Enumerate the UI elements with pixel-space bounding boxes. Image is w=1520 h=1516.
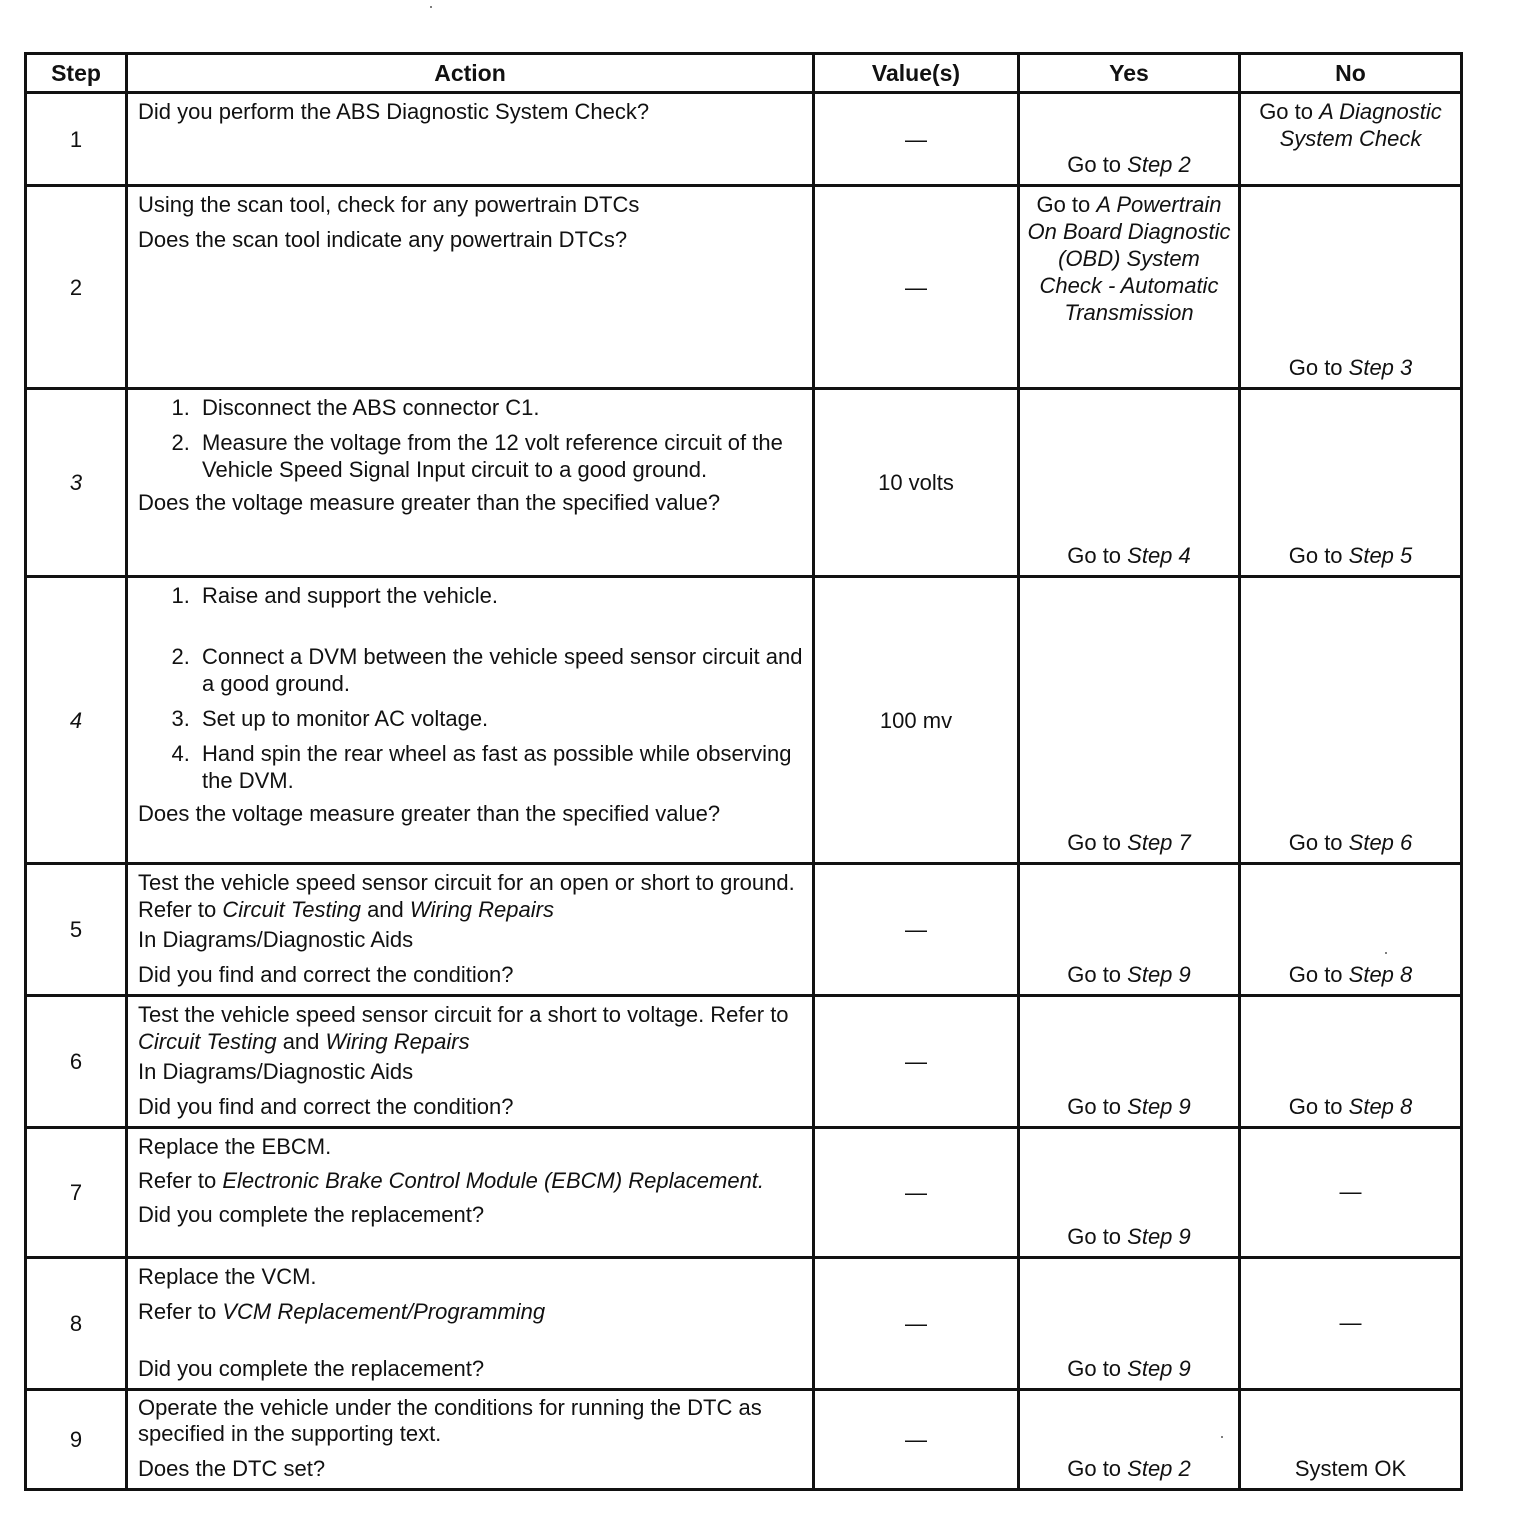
step-number: 7 — [26, 1128, 127, 1258]
ebcm-replacement-link[interactable]: Electronic Brake Control Module (EBCM) Replacement. — [222, 1168, 765, 1193]
action-cell — [127, 1128, 814, 1258]
yes-prefix: Go to — [1067, 830, 1128, 855]
col-header-yes: Yes — [1019, 54, 1240, 93]
col-header-values: Value(s) — [814, 54, 1019, 93]
yes-cell — [1019, 186, 1240, 389]
no-cell — [1240, 996, 1462, 1128]
yes-prefix: Go to — [1067, 962, 1128, 987]
action-text: Using the scan tool, check for any powertrain DTCs — [138, 192, 640, 217]
action-question: Does the scan tool indicate any powertrain DTCs? — [138, 227, 628, 252]
action-conjunction: and — [360, 897, 410, 922]
action-text: In Diagrams/Diagnostic Aids — [138, 1059, 414, 1084]
no-cell: System OK — [1240, 1390, 1462, 1490]
no-link[interactable]: Step 3 — [1348, 355, 1413, 380]
yes-cell — [1019, 389, 1240, 577]
scan-speck — [430, 6, 432, 8]
col-header-step: Step — [26, 54, 127, 93]
yes-prefix: Go to — [1067, 152, 1128, 177]
yes-link[interactable]: Step 4 — [1127, 543, 1191, 568]
wiring-repairs-link[interactable]: Wiring Repairs — [325, 1029, 470, 1054]
no-prefix: Go to — [1259, 99, 1320, 124]
vcm-replacement-link[interactable]: VCM Replacement/Programming — [222, 1299, 546, 1324]
refer-prefix: Refer to — [138, 1299, 223, 1324]
no-cell — [1240, 186, 1462, 389]
value-cell: — — [814, 864, 1019, 996]
action-cell — [127, 186, 814, 389]
yes-link[interactable]: Step 9 — [1127, 1224, 1191, 1249]
yes-link[interactable]: Step 9 — [1127, 1094, 1191, 1119]
yes-cell — [1019, 1258, 1240, 1390]
table-row — [26, 577, 1462, 864]
header-row — [26, 54, 1462, 93]
action-text-main: Test the vehicle speed sensor circuit for an open or short to ground. Refer to — [138, 870, 795, 922]
yes-prefix: Go to — [1067, 543, 1128, 568]
list-item: 3. Set up to monitor AC voltage. — [196, 705, 804, 732]
col-header-action: Action — [127, 54, 814, 93]
step-number: 3 — [26, 389, 127, 577]
table-row — [26, 1258, 1462, 1390]
table-row — [26, 1128, 1462, 1258]
action-question: Did you complete the replacement? — [138, 1356, 485, 1381]
action-question: Did you find and correct the condition? — [138, 1094, 514, 1119]
value-cell: — — [814, 996, 1019, 1128]
no-cell: — — [1240, 1258, 1462, 1390]
action-cell — [127, 864, 814, 996]
value-cell: 10 volts — [814, 389, 1019, 577]
no-link[interactable]: Step 6 — [1348, 830, 1413, 855]
action-steps — [138, 394, 804, 483]
action-text: Did you perform the ABS Diagnostic System Check? — [138, 99, 650, 124]
action-conjunction: and — [276, 1029, 326, 1054]
no-cell: — — [1240, 1128, 1462, 1258]
no-link[interactable]: Step 8 — [1348, 1094, 1413, 1119]
step-number: 1 — [26, 93, 127, 186]
yes-prefix: Go to — [1036, 192, 1097, 217]
action-text: Replace the VCM. — [138, 1264, 317, 1289]
table-row — [26, 996, 1462, 1128]
no-cell — [1240, 577, 1462, 864]
table-row — [26, 1390, 1462, 1490]
no-prefix: Go to — [1288, 830, 1349, 855]
diagnostic-table — [24, 52, 1463, 1491]
circuit-testing-link[interactable]: Circuit Testing — [222, 897, 361, 922]
action-cell — [127, 1390, 814, 1490]
action-text — [138, 869, 804, 923]
list-item: 2. Connect a DVM between the vehicle speed sensor circuit and a good ground. — [196, 643, 804, 697]
action-text-main: Test the vehicle speed sensor circuit for a short to voltage. Refer to — [138, 1002, 789, 1027]
no-link[interactable]: A Diagnostic System Check — [1279, 99, 1442, 151]
action-question: Does the voltage measure greater than the specified value? — [138, 801, 721, 826]
no-cell — [1240, 389, 1462, 577]
action-cell — [127, 1258, 814, 1390]
list-item: 2. Measure the voltage from the 12 volt reference circuit of the Vehicle Speed Signal Input circuit to a good ground. — [196, 429, 804, 483]
value-cell: — — [814, 186, 1019, 389]
yes-link[interactable]: Step 7 — [1127, 830, 1191, 855]
yes-cell — [1019, 864, 1240, 996]
step-number: 4 — [26, 577, 127, 864]
yes-link[interactable]: Step 9 — [1127, 962, 1191, 987]
circuit-testing-link[interactable]: Circuit Testing — [138, 1029, 277, 1054]
yes-cell — [1019, 1390, 1240, 1490]
action-steps — [138, 582, 804, 794]
value-cell: — — [814, 93, 1019, 186]
action-refer — [138, 1168, 804, 1193]
action-cell — [127, 577, 814, 864]
step-number: 6 — [26, 996, 127, 1128]
value-cell: — — [814, 1390, 1019, 1490]
no-prefix: Go to — [1288, 962, 1349, 987]
action-question: Did you complete the replacement? — [138, 1202, 485, 1227]
scan-speck — [1385, 952, 1387, 954]
yes-link[interactable]: A Powertrain On Board Diagnostic (OBD) System Check - Automatic Transmission — [1027, 192, 1231, 325]
yes-cell — [1019, 93, 1240, 186]
action-text: Operate the vehicle under the conditions for running the DTC as specified in the supporting text. — [138, 1395, 762, 1446]
no-link[interactable]: Step 5 — [1348, 543, 1413, 568]
action-cell — [127, 93, 814, 186]
action-text: Replace the EBCM. — [138, 1134, 332, 1159]
no-link[interactable]: Step 8 — [1348, 962, 1413, 987]
wiring-repairs-link[interactable]: Wiring Repairs — [409, 897, 554, 922]
yes-cell — [1019, 996, 1240, 1128]
step-number: 8 — [26, 1258, 127, 1390]
table-row — [26, 389, 1462, 577]
value-cell: — — [814, 1128, 1019, 1258]
action-text — [138, 1001, 804, 1055]
yes-prefix: Go to — [1067, 1456, 1128, 1481]
yes-prefix: Go to — [1067, 1094, 1128, 1119]
no-cell — [1240, 93, 1462, 186]
no-prefix: Go to — [1288, 355, 1349, 380]
yes-link[interactable]: Step 2 — [1127, 1456, 1191, 1481]
yes-cell — [1019, 577, 1240, 864]
yes-cell — [1019, 1128, 1240, 1258]
action-question: Did you find and correct the condition? — [138, 962, 514, 987]
action-question: Does the DTC set? — [138, 1456, 326, 1481]
value-cell: — — [814, 1258, 1019, 1390]
step-number: 9 — [26, 1390, 127, 1490]
action-cell — [127, 389, 814, 577]
no-prefix: Go to — [1288, 543, 1349, 568]
refer-prefix: Refer to — [138, 1168, 223, 1193]
action-cell — [127, 996, 814, 1128]
list-item: 1. Disconnect the ABS connector C1. — [196, 394, 804, 421]
step-number: 5 — [26, 864, 127, 996]
action-question: Does the voltage measure greater than the specified value? — [138, 490, 721, 515]
value-cell: 100 mv — [814, 577, 1019, 864]
yes-link[interactable]: Step 2 — [1127, 152, 1191, 177]
col-header-no: No — [1240, 54, 1462, 93]
action-text: In Diagrams/Diagnostic Aids — [138, 927, 414, 952]
list-item: 4. Hand spin the rear wheel as fast as possible while observing the DVM. — [196, 740, 804, 794]
yes-link[interactable]: Step 9 — [1127, 1356, 1191, 1381]
table-row — [26, 864, 1462, 996]
no-prefix: Go to — [1288, 1094, 1349, 1119]
step-number: 2 — [26, 186, 127, 389]
scan-speck — [1221, 1436, 1223, 1438]
table-row — [26, 93, 1462, 186]
yes-prefix: Go to — [1067, 1224, 1128, 1249]
yes-prefix: Go to — [1067, 1356, 1128, 1381]
list-item: 1. Raise and support the vehicle. — [196, 582, 804, 609]
table-row — [26, 186, 1462, 389]
action-refer — [138, 1298, 804, 1325]
no-cell — [1240, 864, 1462, 996]
